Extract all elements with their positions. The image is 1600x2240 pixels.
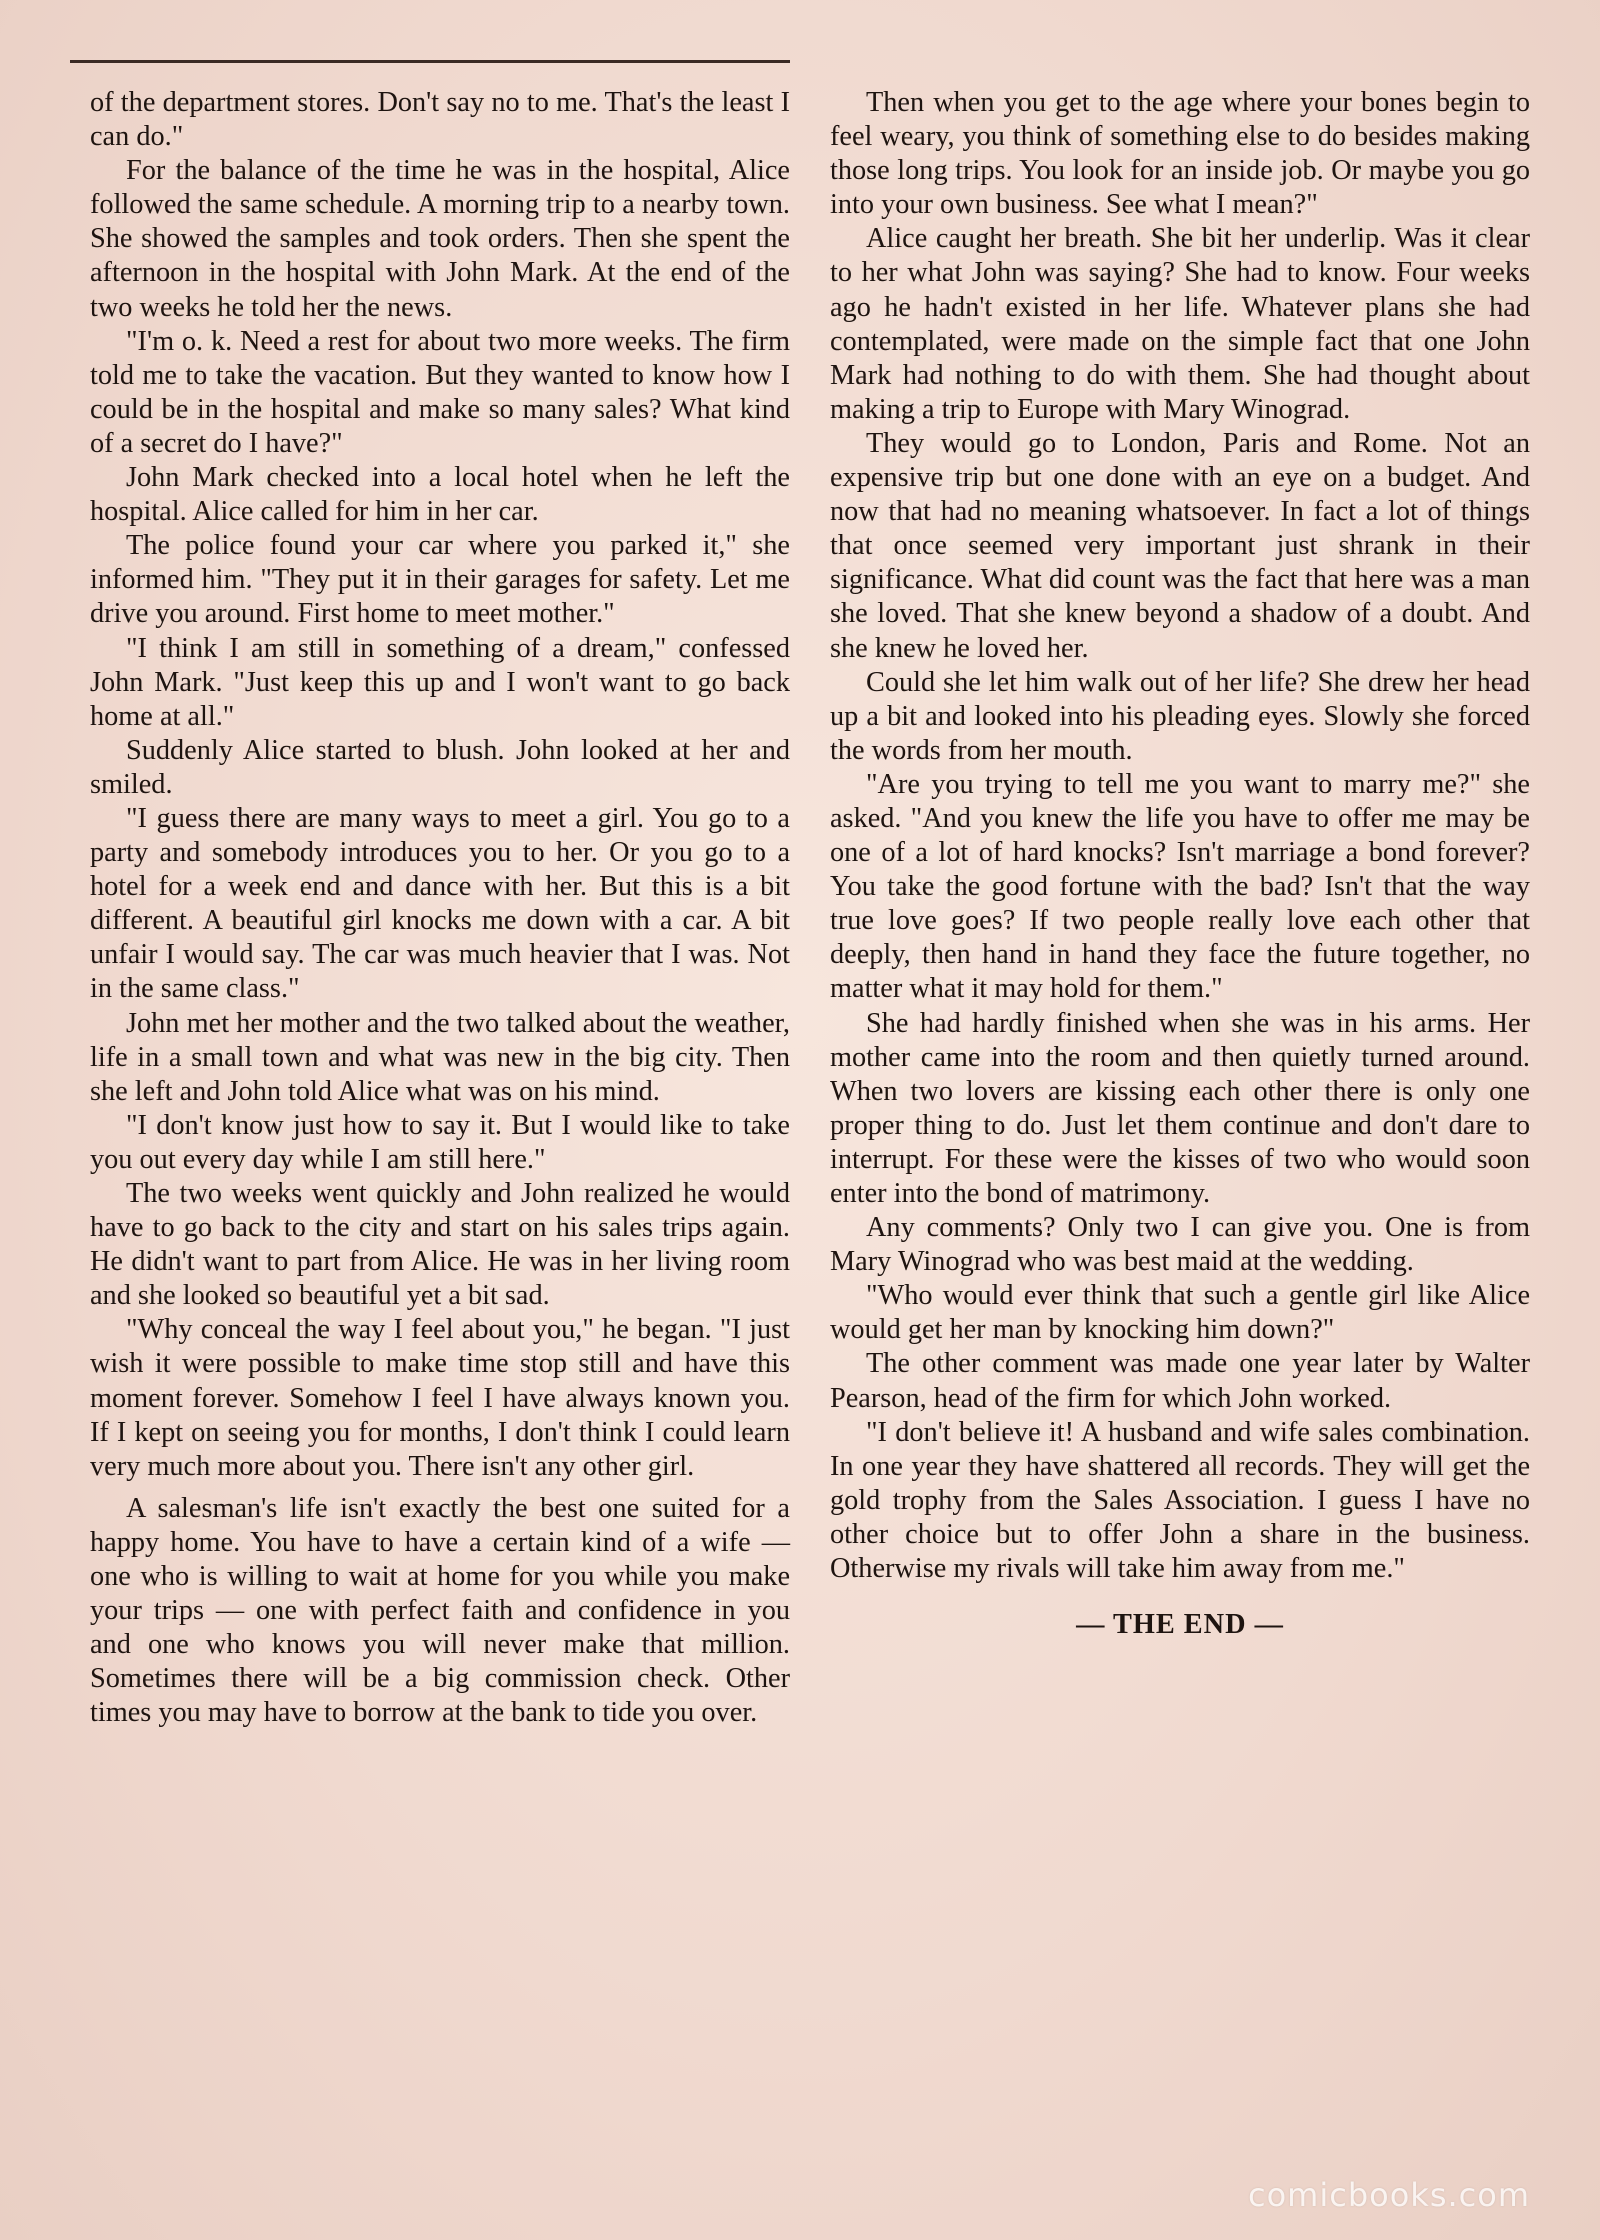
paragraph: The two weeks went quickly and John realized he would have to go back to the city and start on his sales trips again. He didn't want to part from Alice. He was in her living room and she looked so beautiful yet a bit sad. [90, 1178, 790, 1312]
paragraph: A salesman's life isn't exactly the best one suited for a happy home. You have to have a certain kind of a wife — one who is willing to wait at home for you while you make your trips — one with perfect faith and confidence in you and one who knows you will never make that million. Sometimes there will be a big commission check. Other times you may have to borrow at the bank to tide you over. [90, 1492, 790, 1729]
the-end-label: — THE END — [1076, 1609, 1284, 1641]
paragraph: "Who would ever think that such a gentle girl like Alice would get her man by knocking him down?" [830, 1280, 1530, 1346]
paragraph: Alice caught her breath. She bit her underlip. Was it clear to her what John was saying? She had to know. Four weeks ago he hadn't existed in her life. Whatever plans she had contemplated, were made on the simple fact that one John Mark had nothing to do with them. She had thought about making a trip to Europe with Mary Winograd. [830, 223, 1530, 425]
paragraph: of the department stores. Don't say no to me. That's the least I can do." [90, 87, 790, 153]
paragraph: They would go to London, Paris and Rome. Not an expensive trip but one done with an eye on a budget. And now that had no meaning whatsoever. In fact a lot of things that once seemed very important just shrank in their significance. What did count was the fact that here was a man she loved. That she knew beyond a shadow of a doubt. And she knew he loved her. [830, 427, 1530, 664]
paragraph: Could she let him walk out of her life? She drew her head up a bit and looked into his pleading eyes. Slowly she forced the words from her mouth. [830, 666, 1530, 766]
paragraph: Any comments? Only two I can give you. One is from Mary Winograd who was best maid at the wedding. [830, 1212, 1530, 1278]
paragraph: The police found your car where you parked it," she informed him. "They put it in their garages for safety. Let me drive you around. First home to meet mother." [90, 530, 790, 630]
paragraph: Suddenly Alice started to blush. John looked at her and smiled. [90, 734, 790, 800]
paragraph: She had hardly finished when she was in his arms. Her mother came into the room and then quietly turned around. When two lovers are kissing each other there is only one proper thing to do. Just let them continue and don't dare to interrupt. For these were the kisses of two who would soon enter into the bond of matrimony. [830, 1007, 1530, 1209]
left-text-column [90, 86, 790, 1731]
right-text-column [830, 86, 1530, 1642]
paragraph: John met her mother and the two talked about the weather, life in a small town and what was new in the big city. Then she left and John told Alice what was on his mind. [90, 1007, 790, 1107]
paragraph: "I'm o. k. Need a rest for about two more weeks. The firm told me to take the vacation. But they wanted to know how I could be in the hospital and make so many sales? What kind of a secret do I have?" [90, 325, 790, 459]
paragraph: "I don't know just how to say it. But I would like to take you out every day while I am still here." [90, 1109, 790, 1175]
paragraph: John Mark checked into a local hotel when he left the hospital. Alice called for him in her car. [90, 462, 790, 528]
site-watermark: comicbooks.com [1247, 2176, 1530, 2214]
paragraph: Then when you get to the age where your bones begin to feel weary, you think of something else to do besides making those long trips. You look for an inside job. Or maybe you go into your own business. See what I mean?" [830, 87, 1530, 221]
top-rule-divider [70, 60, 790, 63]
paragraph: "I guess there are many ways to meet a girl. You go to a party and somebody introduces you to her. Or you go to a hotel for a week end and dance with her. But this is a bit different. A beautiful girl knocks me down with a car. A bit unfair I would say. The car was much heavier that I was. Not in the same class." [90, 802, 790, 1005]
paragraph: For the balance of the time he was in the hospital, Alice followed the same schedule. A morning trip to a nearby town. She showed the samples and took orders. Then she spent the afternoon in the hospital with John Mark. At the end of the two weeks he told her the news. [90, 155, 790, 323]
paragraph: "I think I am still in something of a dream," confessed John Mark. "Just keep this up and I won't want to go back home at all." [90, 632, 790, 732]
paragraph: "Why conceal the way I feel about you," he began. "I just wish it were possible to make time stop still and have this moment forever. Somehow I feel I have always known you. If I kept on seeing you for months, I don't think I could learn very much more about you. There isn't any other girl. [90, 1314, 790, 1482]
paragraph: "I don't believe it! A husband and wife sales combination. In one year they have shattered all records. They will get the gold trophy from the Sales Association. I guess I have no other choice but to offer John a share in the business. Otherwise my rivals will take him away from me." [830, 1416, 1530, 1585]
paragraph: The other comment was made one year later by Walter Pearson, head of the firm for which John worked. [830, 1348, 1530, 1414]
paragraph: "Are you trying to tell me you want to marry me?" she asked. "And you knew the life you have to offer me may be one of a lot of hard knocks? Isn't marriage a bond forever? You take the good fortune with the bad? Isn't that the way true love goes? If two people really love each other that deeply, then hand in hand they face the future together, no matter what it may hold for them." [830, 768, 1530, 1005]
